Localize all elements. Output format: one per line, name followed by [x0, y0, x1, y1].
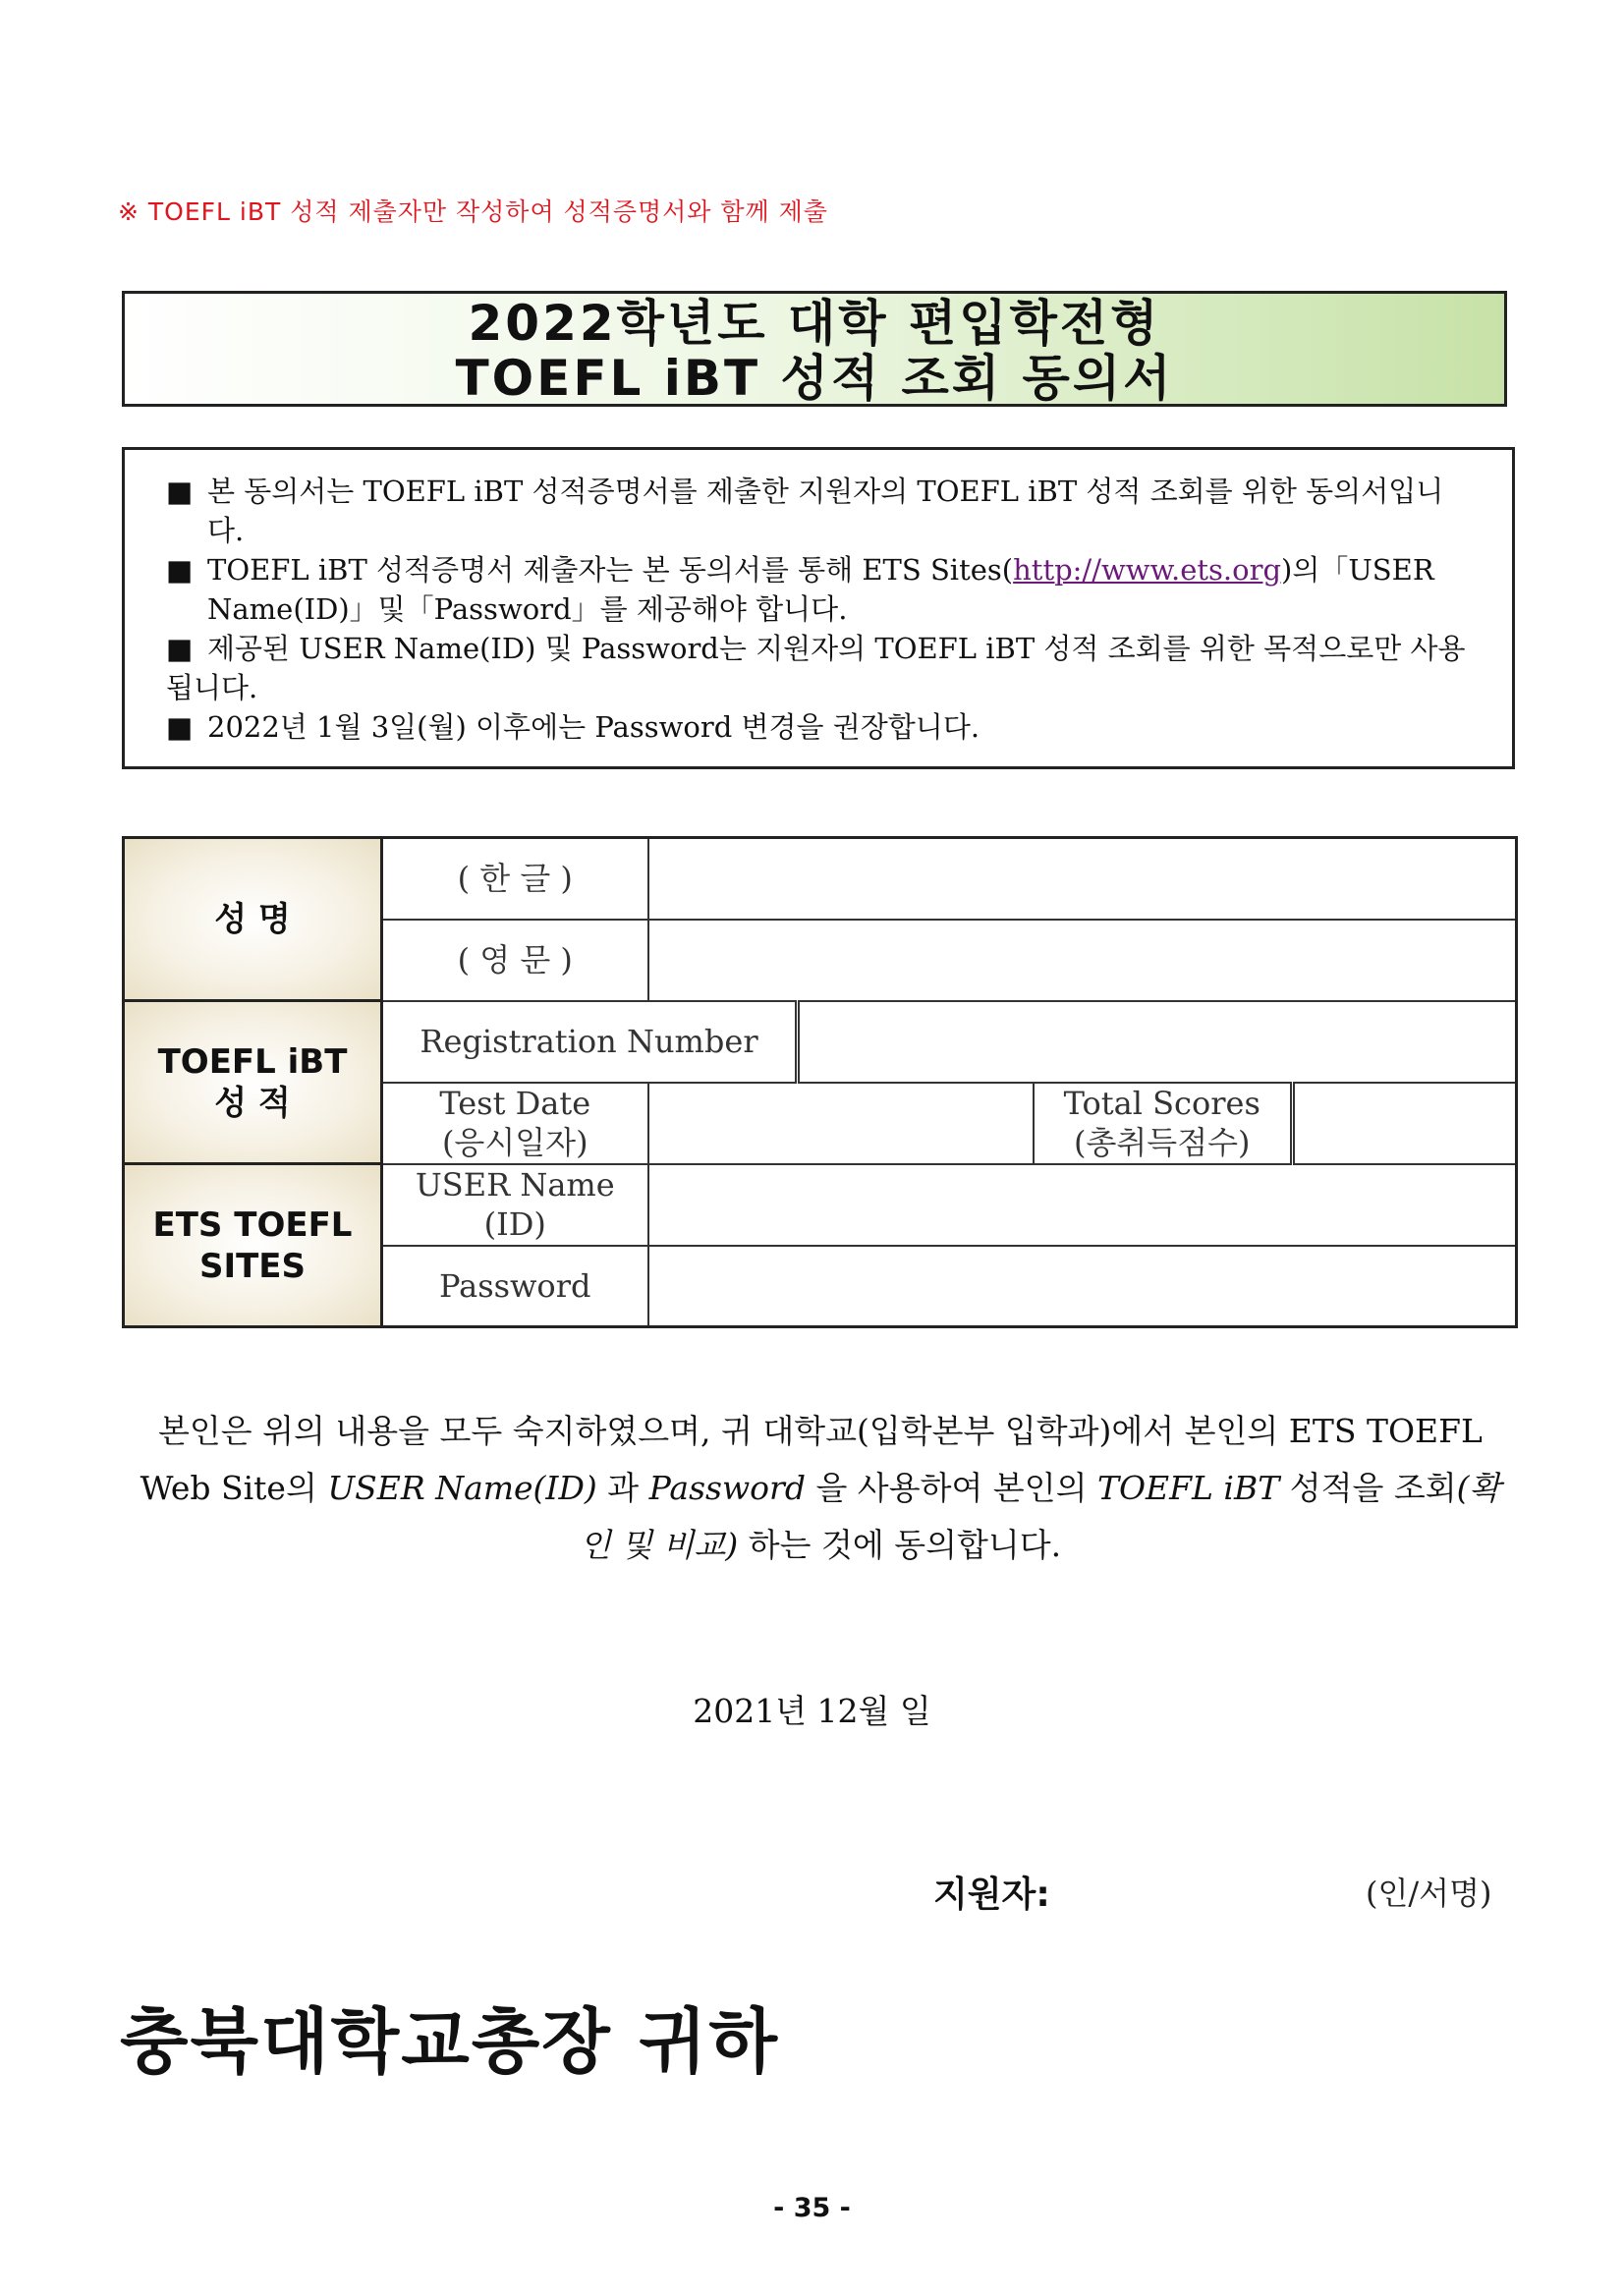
consent-user-id: USER Name(ID): [327, 1469, 597, 1507]
total-scores-label-ko: (총취득점수): [1073, 1124, 1251, 1161]
info-item-3-text: 제공된 USER Name(ID) 및 Password는 지원자의 TOEFL iBT 성적 조회를 위한 목적으로만 사용됩니다.: [166, 632, 1466, 704]
consent-text-5: 하는 것에 동의합니다.: [738, 1526, 1062, 1564]
applicant-label: 지원자:: [933, 1875, 1050, 1915]
toefl-header-line-1: TOEFL iBT: [157, 1041, 348, 1082]
bullet-square-icon: ■: [166, 710, 194, 744]
info-box: [122, 447, 1515, 769]
user-name-label: [382, 1164, 648, 1246]
bullet-square-icon: ■: [166, 553, 194, 587]
info-item-4: [166, 707, 1473, 747]
consent-text-2: 과: [596, 1469, 649, 1507]
applicant-form-table: [122, 836, 1518, 1328]
registration-number-field[interactable]: [798, 1001, 1517, 1083]
info-item-1: [166, 472, 1473, 550]
consent-text-1: 본인은 위의 내용을 모두 숙지하였으며, 귀 대학교(입학본부 입학과)에서 본인의 ETS TOEFL Web Site의: [140, 1412, 1483, 1507]
consent-password: Password: [648, 1469, 806, 1507]
name-english-label: ( 영 문 ): [382, 920, 648, 1001]
user-name-field[interactable]: [648, 1164, 1517, 1246]
ets-header-line-1: ETS TOEFL: [152, 1204, 353, 1245]
consent-statement: [138, 1403, 1503, 1574]
test-date-label-en: Test Date: [439, 1085, 591, 1122]
signature-date: 2021년 12월 일: [693, 1692, 931, 1730]
ets-link[interactable]: http://www.ets.org: [1013, 553, 1282, 587]
test-date-field[interactable]: [648, 1083, 1034, 1164]
name-korean-field[interactable]: [648, 838, 1517, 920]
recipient-line: 충북대학교총장 귀하: [120, 2000, 780, 2083]
title-line-1: 2022학년도 대학 편입학전형: [468, 295, 1161, 352]
submission-note: ※ TOEFL iBT 성적 제출자만 작성하여 성적증명서와 함께 제출: [118, 197, 828, 226]
bullet-square-icon: ■: [166, 475, 194, 508]
user-name-label-1: USER Name: [415, 1166, 615, 1204]
consent-text-4: 성적을 조회: [1279, 1469, 1457, 1507]
info-item-1-text: 본 동의서는 TOEFL iBT 성적증명서를 제출한 지원자의 TOEFL iBT 성적 조회를 위한 동의서입니다.: [207, 475, 1444, 547]
name-header: 성 명: [124, 838, 382, 1001]
name-korean-label: ( 한 글 ): [382, 838, 648, 920]
consent-text-3: 을 사용하여 본인의: [805, 1469, 1097, 1507]
ets-header-line-2: SITES: [198, 1246, 307, 1286]
toefl-header-line-2: 성 적: [214, 1083, 291, 1123]
total-scores-label-en: Total Scores: [1063, 1085, 1260, 1122]
name-english-field[interactable]: [648, 920, 1517, 1001]
user-name-label-2: (ID): [483, 1205, 546, 1243]
toefl-score-header: [124, 1001, 382, 1164]
info-item-2-text-b: )의「USER Name(ID)」및「Password」를 제공해야 합니다.: [207, 553, 1434, 626]
ets-sites-header: [124, 1164, 382, 1327]
total-scores-field[interactable]: [1293, 1083, 1517, 1164]
info-item-3: [166, 629, 1473, 707]
title-box: [122, 291, 1507, 407]
test-date-label-ko: (응시일자): [441, 1124, 588, 1161]
password-field[interactable]: [648, 1246, 1517, 1327]
registration-number-label: Registration Number: [382, 1001, 798, 1083]
test-date-label: [382, 1083, 648, 1164]
info-item-2-text-a: TOEFL iBT 성적증명서 제출자는 본 동의서를 통해 ETS Sites(: [207, 553, 1014, 587]
consent-toefl-ibt: TOEFL iBT: [1096, 1469, 1280, 1507]
consent-confirm: (확인 및 비교): [579, 1469, 1501, 1564]
password-label: Password: [382, 1246, 648, 1327]
page-number: - 35 -: [773, 2193, 851, 2223]
bullet-square-icon: ■: [166, 632, 194, 665]
seal-signature-label: (인/서명): [1366, 1875, 1492, 1912]
title-line-2: TOEFL iBT 성적 조회 동의서: [455, 350, 1174, 407]
total-scores-label: [1034, 1083, 1293, 1164]
info-item-4-text: 2022년 1월 3일(월) 이후에는 Password 변경을 권장합니다.: [207, 710, 980, 744]
info-item-2: [166, 550, 1473, 629]
